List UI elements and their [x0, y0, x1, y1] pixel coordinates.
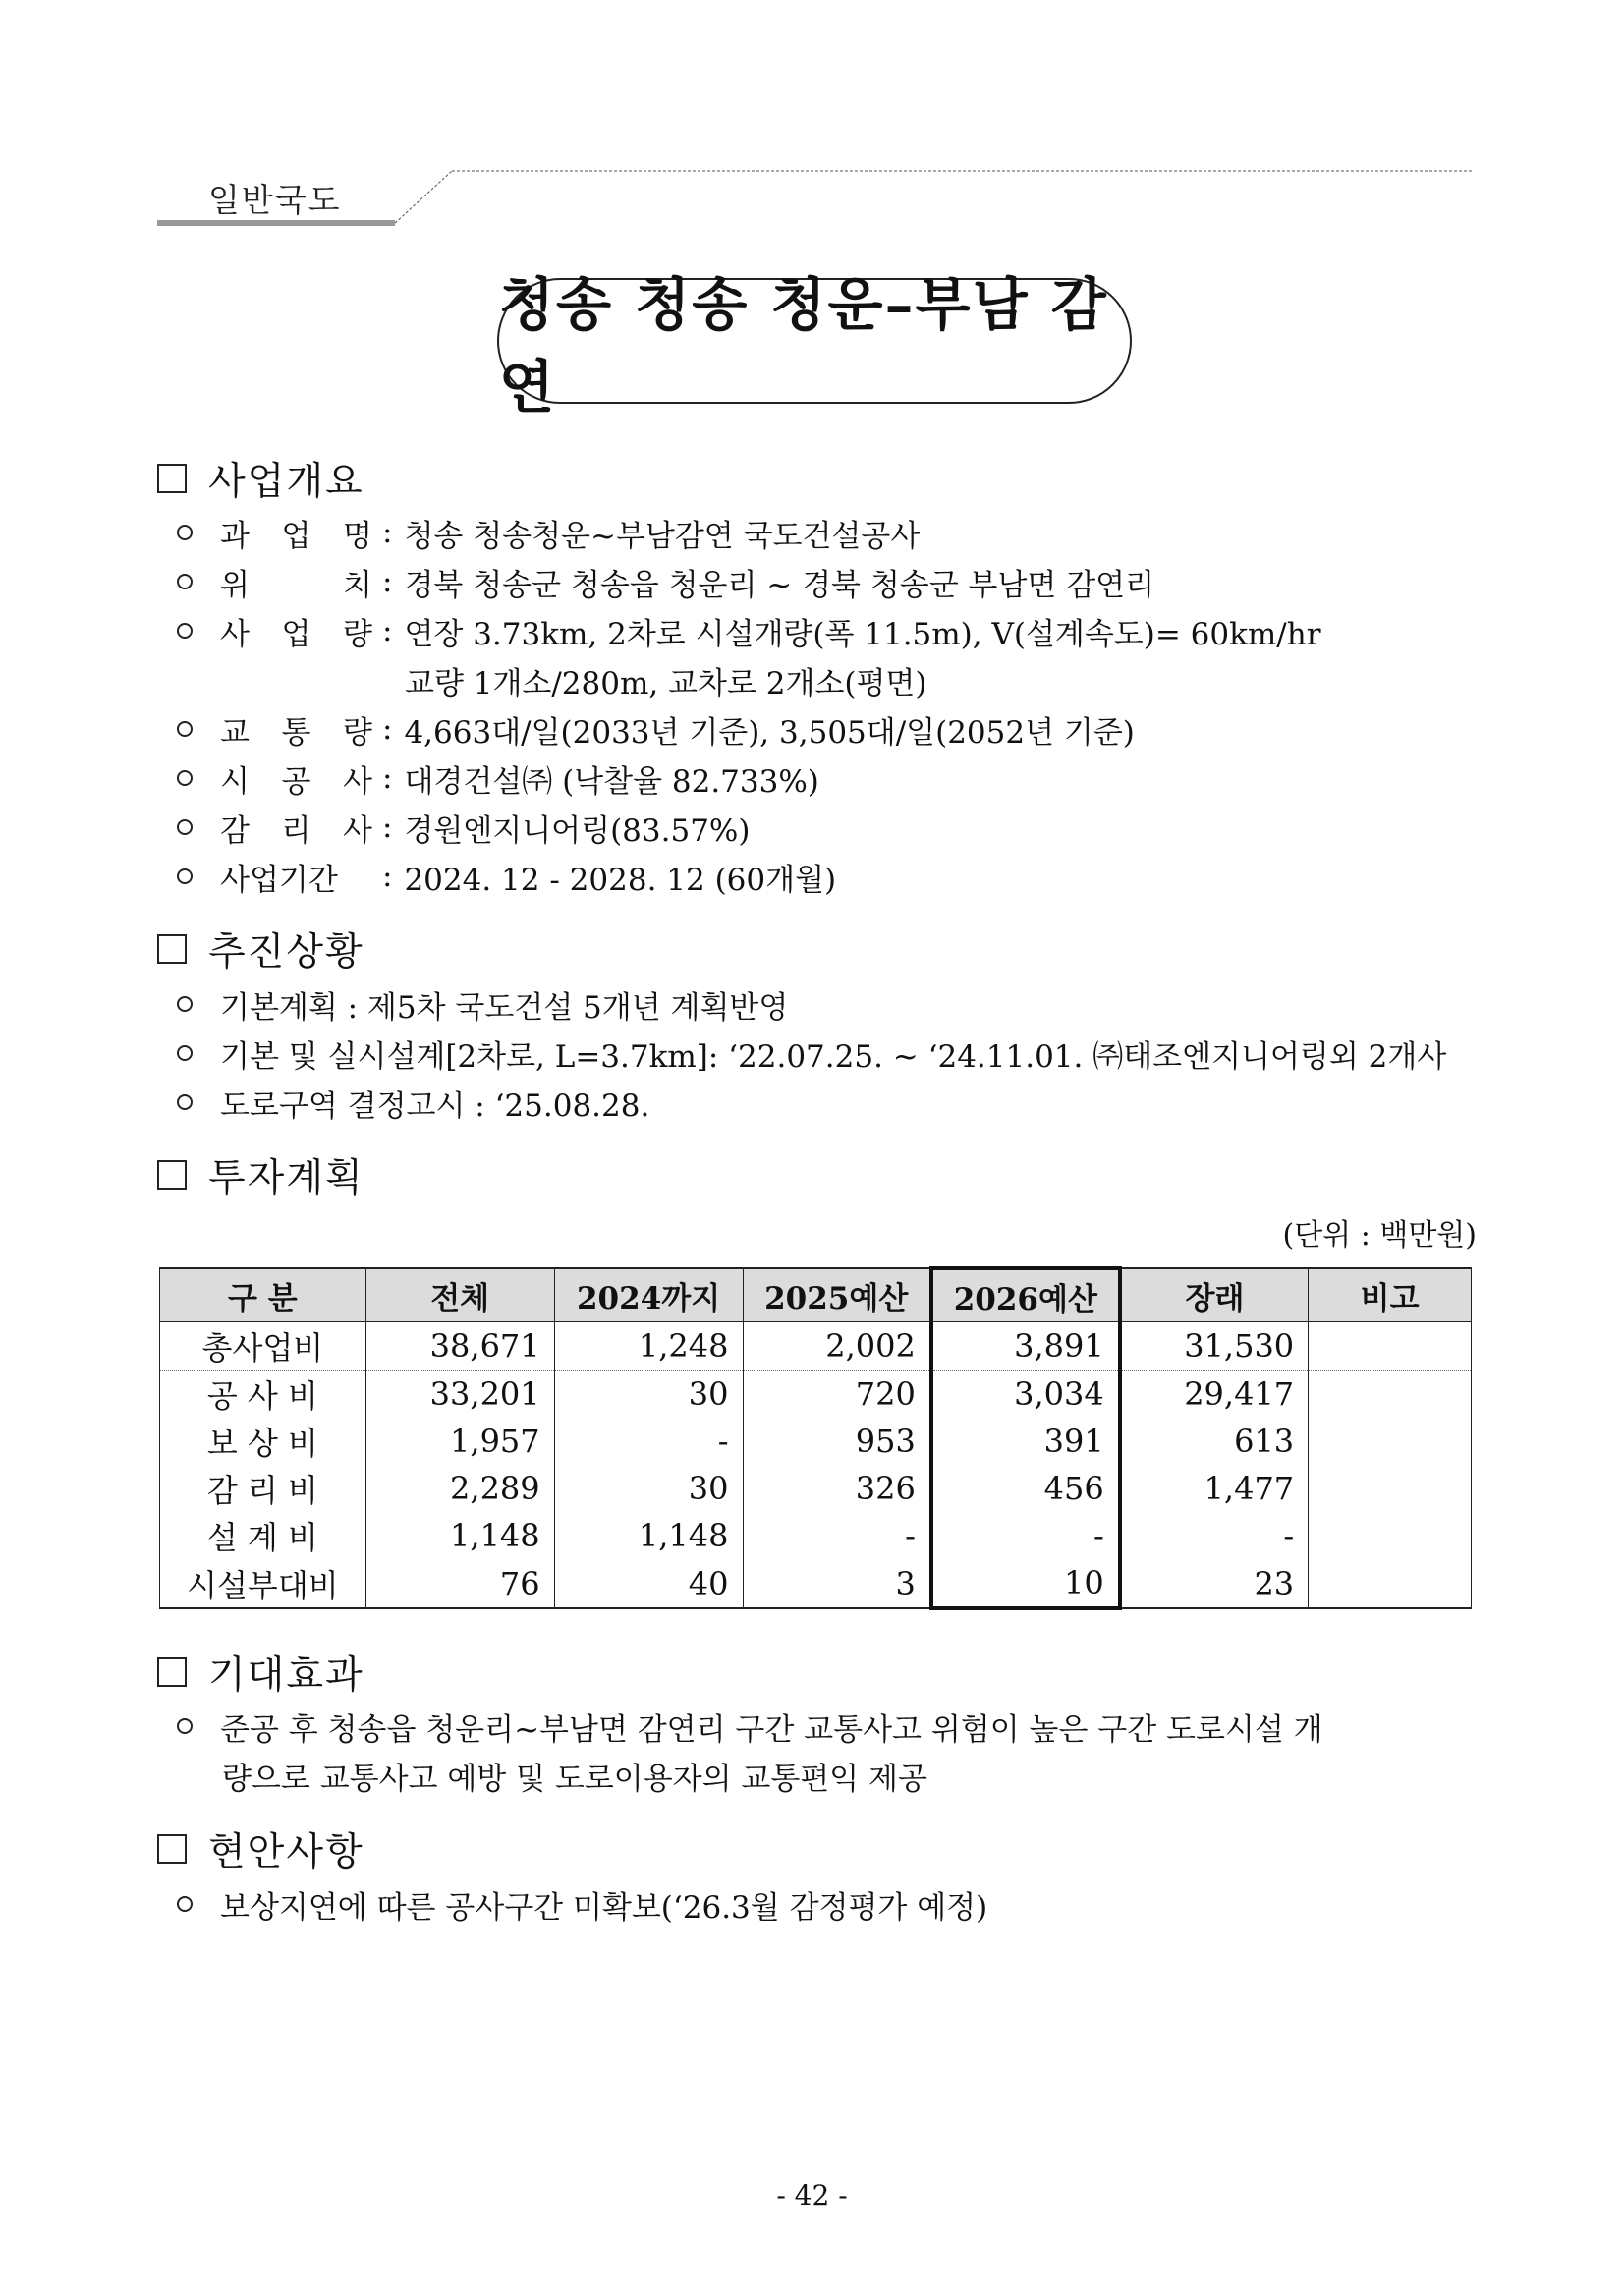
header-rule: [157, 167, 1474, 236]
page-number: - 42 -: [776, 2179, 848, 2212]
table-cell: -: [554, 1418, 743, 1465]
table-cell: [1309, 1559, 1472, 1608]
column-header: 장래: [1120, 1268, 1309, 1322]
table-cell: [1309, 1322, 1472, 1371]
item-text: 준공 후 청송읍 청운리~부남면 감연리 구간 교통사고 위험이 높은 구간 도로시설 개: [220, 1711, 1323, 1748]
table-cell: -: [931, 1512, 1120, 1559]
table-cell: 391: [931, 1418, 1120, 1465]
table-cell: 1,957: [365, 1418, 554, 1465]
row-label: 총사업비: [160, 1322, 366, 1371]
item-label: 과 업 명: [220, 518, 372, 554]
table-unit: (단위 : 백만원): [1282, 1218, 1477, 1253]
section-heading: 투자계획: [208, 1156, 364, 1201]
item-value: 경원엔지니어링(83.57%): [404, 812, 751, 849]
row-label: 설 계 비: [160, 1512, 366, 1559]
table-cell: 613: [1120, 1418, 1309, 1465]
section-issues-header: [157, 1827, 364, 1875]
section-heading: 추진상황: [208, 930, 364, 975]
row-label: 감 리 비: [160, 1465, 366, 1512]
section-effects-header: [157, 1651, 364, 1698]
section-overview-header: [157, 457, 364, 504]
item-label: 사업기간: [220, 862, 338, 898]
item-text: 도로구역 결정고시 : ‘25.08.28.: [220, 1088, 650, 1124]
table-cell: 1,248: [554, 1322, 743, 1371]
item-value: 연장 3.73km, 2차로 시설개량(폭 11.5m), V(설계속도)= 60km/hr: [404, 616, 1321, 652]
table-cell: 38,671: [365, 1322, 554, 1371]
table-row: [160, 1371, 1472, 1419]
circle-bullet-icon: [177, 1718, 193, 1734]
table-row: [160, 1512, 1472, 1559]
item-text: 기본 및 실시설계[2차로, L=3.7km]: ‘22.07.25. ~ ‘24.11.01. ㈜태조엔지니어링외 2개사: [220, 1038, 1447, 1075]
table-cell: 2,289: [365, 1465, 554, 1512]
circle-bullet-icon: [177, 721, 193, 737]
item-text: 보상지연에 따른 공사구간 미확보(‘26.3월 감정평가 예정): [220, 1889, 988, 1926]
item-value: 경북 청송군 청송읍 청운리 ~ 경북 청송군 부남면 감연리: [404, 567, 1155, 603]
row-label: 보 상 비: [160, 1418, 366, 1465]
overview-item: 교 통 량 : 4,663대/일(2033년 기준), 3,505대/일(2052년 기준): [177, 708, 1135, 750]
table-row: [160, 1418, 1472, 1465]
progress-item: [177, 1033, 1446, 1074]
overview-item: 사업기간 : 2024. 12 - 2028. 12 (60개월): [177, 856, 836, 897]
table-row: [160, 1322, 1472, 1371]
item-value: 2024. 12 - 2028. 12 (60개월): [404, 862, 837, 898]
table-cell: 30: [554, 1465, 743, 1512]
overview-item: 시 공 사 : 대경건설㈜ (낙찰율 82.733%): [177, 757, 819, 799]
circle-bullet-icon: [177, 819, 193, 835]
table-cell: 3,891: [931, 1322, 1120, 1371]
column-header: 구 분: [160, 1268, 366, 1322]
row-label: 시설부대비: [160, 1559, 366, 1608]
item-text: 량으로 교통사고 예방 및 도로이용자의 교통편익 제공: [222, 1761, 927, 1797]
table-cell: -: [1120, 1512, 1309, 1559]
item-value: 4,663대/일(2033년 기준), 3,505대/일(2052년 기준): [404, 714, 1135, 751]
circle-bullet-icon: [177, 1045, 193, 1061]
circle-bullet-icon: [177, 770, 193, 786]
item-label: 사 업 량: [220, 616, 372, 652]
item-value: 청송 청송청운~부남감연 국도건설공사: [404, 518, 921, 554]
item-label: 교 통 량: [220, 714, 372, 751]
column-header: 2024까지: [554, 1268, 743, 1322]
table-cell: 1,477: [1120, 1465, 1309, 1512]
circle-bullet-icon: [177, 525, 193, 540]
circle-bullet-icon: [177, 1896, 193, 1912]
square-bullet-icon: [157, 1160, 187, 1190]
overview-item: 과 업 명 : 청송 청송청운~부남감연 국도건설공사: [177, 512, 920, 553]
square-bullet-icon: [157, 934, 187, 964]
square-bullet-icon: [157, 1834, 187, 1864]
table-row: [160, 1465, 1472, 1512]
table-cell: 720: [743, 1371, 931, 1419]
overview-item: 위 치 : 경북 청송군 청송읍 청운리 ~ 경북 청송군 부남면 감연리: [177, 561, 1154, 602]
overview-item: 사 업 량 : 연장 3.73km, 2차로 시설개량(폭 11.5m), V(설계속도)= 60km/hr: [177, 610, 1321, 651]
column-header: 2025예산: [743, 1268, 931, 1322]
table-row: [160, 1559, 1472, 1608]
title-box: [497, 271, 1132, 420]
table-cell: 76: [365, 1559, 554, 1608]
table-cell: 29,417: [1120, 1371, 1309, 1419]
column-header: 비고: [1309, 1268, 1472, 1322]
effects-item-continuation: [222, 1755, 927, 1796]
section-heading: 기대효과: [208, 1653, 364, 1698]
table-cell: 40: [554, 1559, 743, 1608]
circle-bullet-icon: [177, 868, 193, 884]
column-header: 전체: [365, 1268, 554, 1322]
effects-item: [177, 1706, 1323, 1747]
item-label: 위 치: [220, 567, 372, 603]
item-label: 시 공 사: [220, 763, 372, 800]
table-cell: 33,201: [365, 1371, 554, 1419]
section-progress-header: [157, 927, 364, 975]
circle-bullet-icon: [177, 623, 193, 639]
progress-item: [177, 1082, 649, 1123]
item-continuation: 교량 1개소/280m, 교차로 2개소(평면): [405, 665, 927, 701]
table-cell: 953: [743, 1418, 931, 1465]
table-cell: 3,034: [931, 1371, 1120, 1419]
section-investment-header: [157, 1153, 364, 1201]
circle-bullet-icon: [177, 1094, 193, 1110]
table-cell: -: [743, 1512, 931, 1559]
overview-item: 감 리 사 : 경원엔지니어링(83.57%): [177, 807, 750, 848]
table-cell: [1309, 1371, 1472, 1419]
square-bullet-icon: [157, 464, 187, 493]
page-title: 청송 청송 청운–부남 감연: [499, 271, 1108, 420]
square-bullet-icon: [157, 1657, 187, 1687]
item-value: 대경건설㈜ (낙찰율 82.733%): [404, 763, 819, 800]
table-cell: 31,530: [1120, 1322, 1309, 1371]
row-label: 공 사 비: [160, 1371, 366, 1419]
column-header: 2026예산: [931, 1268, 1120, 1322]
table-cell: [1309, 1418, 1472, 1465]
item-text: 기본계획 : 제5차 국도건설 5개년 계획반영: [220, 989, 789, 1026]
circle-bullet-icon: [177, 996, 193, 1012]
item-label: 감 리 사: [220, 812, 372, 849]
table-cell: 23: [1120, 1559, 1309, 1608]
table-cell: 1,148: [365, 1512, 554, 1559]
section-heading: 사업개요: [208, 460, 364, 504]
progress-item: [177, 983, 788, 1025]
investment-table: [159, 1266, 1472, 1610]
table-cell: 30: [554, 1371, 743, 1419]
section-heading: 현안사항: [208, 1830, 364, 1875]
table-cell: 3: [743, 1559, 931, 1608]
table-cell: 10: [931, 1559, 1120, 1608]
circle-bullet-icon: [177, 574, 193, 589]
table-cell: 326: [743, 1465, 931, 1512]
table-cell: [1309, 1465, 1472, 1512]
table-header-row: [160, 1268, 1472, 1322]
table-cell: 2,002: [743, 1322, 931, 1371]
issues-item: [177, 1883, 987, 1925]
table-cell: [1309, 1512, 1472, 1559]
table-cell: 1,148: [554, 1512, 743, 1559]
table-cell: 456: [931, 1465, 1120, 1512]
header-category: 일반국도: [208, 181, 342, 219]
